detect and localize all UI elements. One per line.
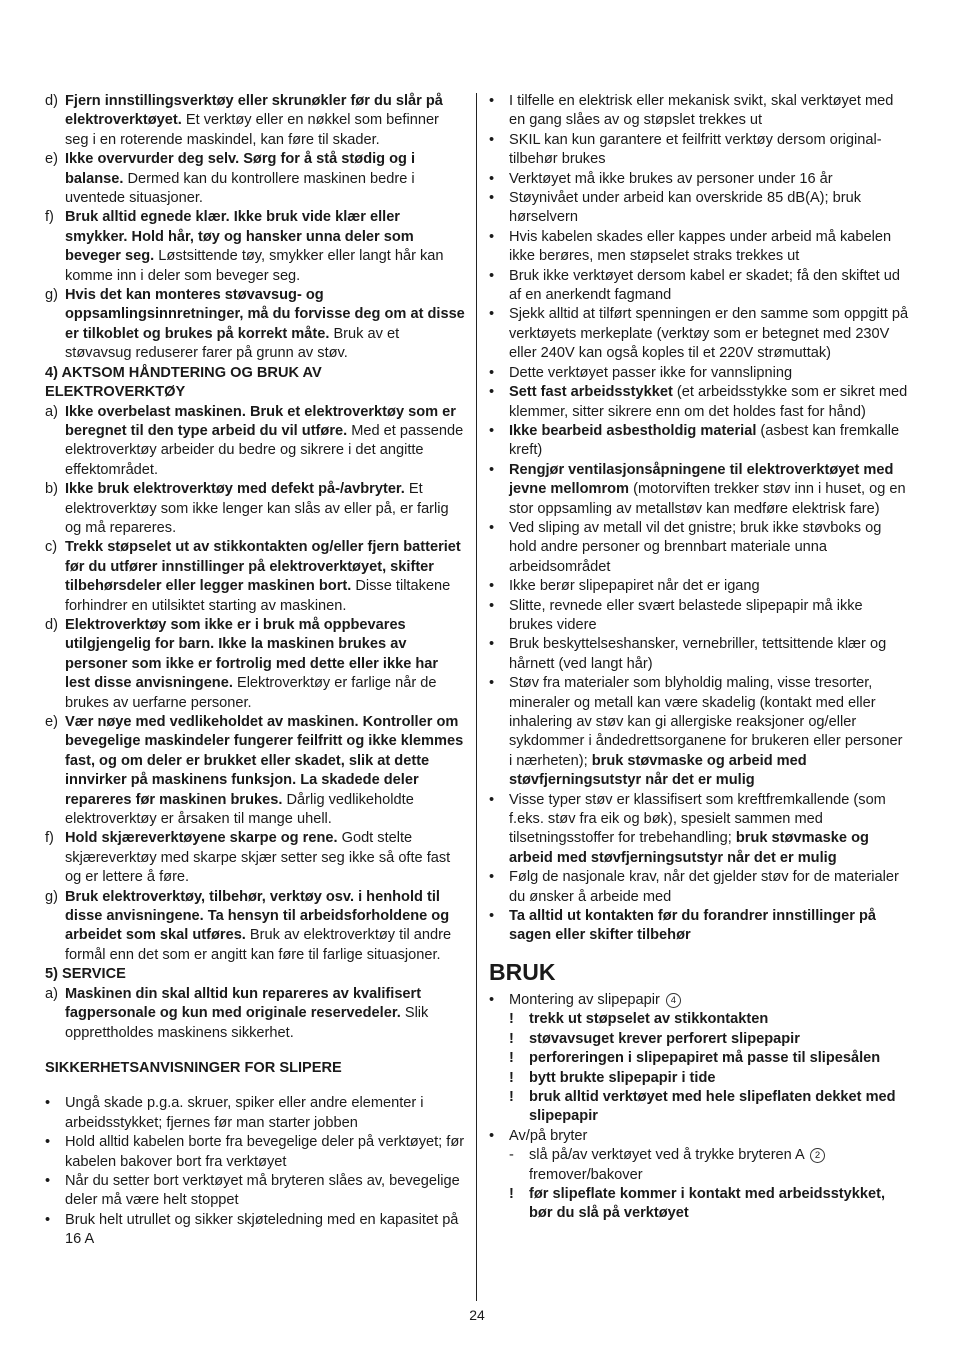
- bullet-item: [45, 1211, 465, 1250]
- body-text: Bruk ikke verktøyet dersom kabel er skadet; få den skiftet ud af en anerkendt fagmand: [509, 267, 900, 304]
- body-text: Dårlig vedlikeholdte elektroverktøy er årsaken til mange uhell.: [65, 791, 414, 828]
- bullet-item: [489, 189, 909, 228]
- bullet-item: [489, 597, 909, 636]
- exclamation-icon: !: [509, 1185, 514, 1202]
- exclamation-icon: !: [509, 1088, 514, 1105]
- bullet-item: [489, 519, 909, 577]
- body-text: Løstsittende tøy, smykker eller langt hår kan komme inn i deler som beveger seg.: [65, 248, 444, 284]
- bullet-item: [489, 267, 909, 306]
- warning-item: [489, 1069, 909, 1088]
- numbered-item: [45, 888, 465, 966]
- body-text: Slitte, revnede eller svært belastede slipepapir må ikke brukes videre: [509, 597, 863, 633]
- body-text: (et arbeidsstykke som er sikret med klemmer, sitter sikrere enn om det holdes fast for hånd): [509, 384, 908, 420]
- bold-text: Ikke overbelast maskinen. Bruk et elektroverktøy som er beregnet til den type arbeid du vil utføre.: [65, 403, 456, 439]
- item-marker: b): [45, 481, 58, 498]
- body-text: Dette verktøyet passer ikke for vannslipning: [509, 364, 793, 381]
- bullet-icon: •: [489, 267, 495, 284]
- bullet-item: [45, 1094, 465, 1133]
- numbered-item: [45, 538, 465, 616]
- bullet-item: [489, 92, 909, 131]
- bullet-item: [489, 131, 909, 170]
- body-text: Slik opprettholdes maskinens sikkerhet.: [65, 1005, 429, 1041]
- bullet-icon: •: [45, 1211, 51, 1228]
- bold-text: før slipeflate kommer i kontakt med arbeidsstykket, bør du slå på verktøyet: [529, 1185, 886, 1222]
- bullet-item: [489, 170, 909, 189]
- bullet-item: [489, 907, 909, 946]
- body-text: Et verktøy eller en nøkkel som befinner seg i en roterende maskindel, kan føre til skader.: [65, 112, 439, 148]
- bullet-icon: •: [489, 636, 495, 653]
- bullet-item: [489, 577, 909, 596]
- column-divider: [476, 93, 477, 1301]
- numbered-item: [45, 713, 465, 829]
- bullet-icon: •: [489, 519, 495, 536]
- bold-text: Fjern innstillingsverktøy eller skrunøkler før du slår på elektroverktøyet.: [65, 93, 443, 129]
- bullet-item: [489, 364, 909, 383]
- body-text: Ikke berør slipepapiret når det er igang: [509, 578, 760, 595]
- bullet-icon: •: [489, 1127, 495, 1144]
- item-marker: g): [45, 287, 58, 304]
- item-marker: f): [45, 209, 54, 226]
- bullet-icon: •: [489, 422, 495, 439]
- bullet-item: [45, 1133, 465, 1172]
- numbered-item: [45, 403, 465, 481]
- bullet-icon: •: [489, 384, 495, 401]
- numbered-item: [45, 829, 465, 887]
- body-text: Følg de nasjonale krav, når det gjelder støv for de materialer du ønsker å arbeide med: [509, 869, 899, 905]
- section-heading: 5) SERVICE: [45, 966, 126, 983]
- body-text: fremover/bakover: [529, 1166, 643, 1183]
- item-marker: e): [45, 151, 58, 168]
- bold-text: bruk støvmaske og arbeid med støvfjerningsutstyr når det er mulig: [509, 752, 807, 789]
- item-marker: g): [45, 888, 58, 905]
- bold-text: Rengjør ventilasjonsåpningene til elektroverktøyet med jevne mellomrom: [509, 461, 894, 498]
- numbered-item: [45, 208, 465, 286]
- bold-text: Vær nøye med vedlikeholdet av maskinen. Kontroller om bevegelige maskindeler fungerer feilfritt og ikke klemmes fast, og om deler er brukket eller skadet, slik at dette innvirker på maskinens funksjon. La skadede deler repareres før maskinen brukes.: [65, 714, 464, 808]
- bold-text: Bruk elektroverktøy, tilbehør, verktøy osv. i henhold til disse anvisningene. Ta hensyn til arbeidsforholdene og arbeidet som skal utføres.: [65, 888, 450, 944]
- bullet-icon: •: [489, 190, 495, 207]
- item-marker: d): [45, 93, 58, 109]
- warning-item: [489, 1088, 909, 1127]
- bullet-icon: •: [489, 170, 495, 187]
- bullet-icon: •: [489, 597, 495, 614]
- bullet-item: [489, 305, 909, 363]
- body-text: Av/på bryter: [509, 1127, 588, 1144]
- item-marker: a): [45, 985, 58, 1002]
- bold-text: perforeringen i slipepapiret må passe til slipesålen: [529, 1050, 881, 1067]
- bold-text: Trekk støpselet ut av stikkontakten og/eller fjern batteriet før du utfører innstillinger på elektroverktøyet, skifter tilbehørsdeler eller legger maskinen bort.: [65, 539, 461, 595]
- bold-text: Maskinen din skal alltid kun repareres av kvalifisert fagpersonale og kun med originale reservedeler.: [65, 985, 422, 1022]
- bullet-icon: •: [489, 131, 495, 148]
- right-column: [489, 92, 909, 1224]
- bold-text: Ikke overvurder deg selv. Sørg for å stå stødig og i balanse.: [65, 151, 416, 187]
- bullet-item: [489, 461, 909, 519]
- bullet-item: [489, 868, 909, 907]
- body-text: slå på/av verktøyet ved å trykke bryteren A: [529, 1147, 804, 1164]
- bullet-item: [489, 674, 909, 790]
- bold-text: Sett fast arbeidsstykket: [509, 384, 673, 401]
- bullet-item: [489, 1127, 909, 1146]
- bullet-icon: •: [489, 578, 495, 595]
- exclamation-icon: !: [509, 1050, 514, 1067]
- bullet-icon: •: [489, 991, 495, 1008]
- numbered-item: [45, 286, 465, 364]
- bullet-item: [489, 383, 909, 422]
- body-text: (motorviften trekker støv inn i huset, og en stor oppsamling av metallstøv kan medføre elektrisk fare): [509, 481, 906, 517]
- figure-reference-icon: 2: [810, 1148, 825, 1163]
- bullet-icon: •: [489, 869, 495, 886]
- warning-item: [489, 1030, 909, 1049]
- body-text: SKIL kan kun garantere et feilfritt verktøy dersom original-tilbehør brukes: [509, 131, 882, 168]
- body-text: Elektroverktøy er farlige når de brukes av uerfarne personer.: [65, 675, 437, 711]
- bold-text: trekk ut støpselet av stikkontakten: [529, 1011, 769, 1028]
- body-text: Et elektroverktøy som ikke lenger kan slås av eller på, er farlig og må repareres.: [65, 481, 449, 536]
- body-text: Montering av slipepapir: [509, 991, 660, 1008]
- bullet-icon: •: [489, 791, 495, 808]
- body-text: Støv fra materialer som blyholdig maling, visse tresorter, mineraler og metall kan være skadelig (kontakt med eller inhalering av støv kan gi allergiske reaksjoner og/eller sykdommer i åndedrettsorganene for brukeren eller personer i nærheten);: [509, 675, 903, 769]
- bullet-item: [489, 991, 909, 1010]
- bold-text: Ta alltid ut kontakten før du forandrer innstillinger på sagen eller skifter tilbehør: [509, 908, 877, 944]
- bold-text: Ikke bruk elektroverktøy med defekt på-/avbryter.: [65, 481, 405, 498]
- bullet-icon: •: [489, 228, 495, 245]
- body-text: Støynivået under arbeid kan overskride 85 dB(A); bruk hørselvern: [509, 190, 862, 226]
- bullet-icon: •: [489, 461, 495, 478]
- section-heading: 4) AKTSOM HÅNDTERING OG BRUK AV ELEKTROVERKTØY: [45, 364, 322, 401]
- section-heading: SIKKERHETSANVISNINGER FOR SLIPERE: [45, 1059, 342, 1076]
- bold-text: bytt brukte slipepapir i tide: [529, 1069, 716, 1086]
- body-text: Godt stelte skjæreverktøy med skarpe skjær setter seg ikke så ofte fast og er lettere å føre.: [65, 830, 451, 886]
- bold-text: Hold skjæreverktøyene skarpe og rene.: [65, 830, 338, 847]
- body-text: Når du setter bort verktøyet må bryteren slåes av, bevegelige deler må være helt stoppet: [65, 1172, 460, 1209]
- bullet-icon: •: [45, 1172, 51, 1189]
- body-text: Verktøyet må ikke brukes av personer under 16 år: [509, 170, 833, 187]
- warning-item: [489, 1049, 909, 1068]
- body-text: Med et passende elektroverktøy arbeider du bedre og sikrere i det angitte effektområdet.: [65, 422, 464, 478]
- bold-text: Ikke bearbeid asbestholdig material: [509, 422, 757, 439]
- numbered-item: [45, 616, 465, 713]
- bold-text: Elektroverktøy som ikke er i bruk må oppbevares utilgjengelig for barn. Ikke la maskinen brukes av personer som ikke er fortrolig med dette eller ikke har lest disse anvisningene.: [65, 616, 439, 692]
- body-text: Bruk av elektroverktøy til andre formål enn det som er angitt kan føre til farlige situasjoner.: [65, 927, 452, 963]
- numbered-item: [45, 985, 465, 1043]
- item-marker: e): [45, 714, 58, 730]
- body-text: Ungå skade p.g.a. skruer, spiker eller andre elementer i arbeidsstykket; fjernes før man starter jobben: [65, 1095, 424, 1131]
- bullet-item: [489, 422, 909, 461]
- exclamation-icon: !: [509, 1030, 514, 1047]
- bold-text: Bruk alltid egnede klær. Ikke bruk vide klær eller smykker. Hold hår, tøy og hansker unna deler som beveger seg.: [65, 209, 414, 265]
- body-text: Ved sliping av metall vil det gnistre; bruk ikke støvboks og hold andre personer og brennbart materiale unna arbeidsområdet: [509, 519, 882, 575]
- dash-icon: -: [509, 1147, 514, 1164]
- bold-text: støvavsuget krever perforert slipepapir: [529, 1030, 800, 1047]
- left-column: [45, 92, 465, 1250]
- item-marker: f): [45, 830, 54, 847]
- body-text: Hold alltid kabelen borte fra bevegelige deler på verktøyet; før kabelen bakover bort fra verktøyet: [65, 1134, 465, 1170]
- body-text: Bruk helt utrullet og sikker skjøteledning med en kapasitet på 16 A: [65, 1211, 459, 1248]
- bold-text: Hvis det kan monteres støvavsug- og oppsamlingsinnretninger, må du forvisse deg om at disse er tilkoblet og brukes på korrekt måte.: [65, 287, 465, 342]
- spacer: [45, 1043, 465, 1059]
- bullet-item: [489, 635, 909, 674]
- numbered-item: [45, 150, 465, 208]
- body-text: (asbest kan fremkalle kreft): [509, 422, 900, 459]
- page-number: 24: [469, 1307, 485, 1323]
- body-text: I tilfelle en elektrisk eller mekanisk svikt, skal verktøyet med en gang slåes av og støpslet trekkes ut: [509, 93, 894, 129]
- bullet-item: [489, 228, 909, 267]
- bullet-icon: •: [489, 306, 495, 323]
- item-marker: d): [45, 616, 58, 633]
- bold-text: bruk alltid verktøyet med hele slipeflaten dekket med slipepapir: [529, 1088, 896, 1125]
- dash-item: [489, 1146, 909, 1185]
- bullet-icon: •: [489, 675, 495, 692]
- bullet-item: [489, 791, 909, 869]
- item-marker: c): [45, 539, 58, 556]
- warning-item: [489, 1010, 909, 1029]
- exclamation-icon: !: [509, 1011, 514, 1028]
- chapter-heading: BRUK: [489, 958, 556, 985]
- body-text: Sjekk alltid at tilført spenningen er den samme som oppgitt på verktøyets merkeplate (verktøy som er betegnet med 230V eller 240V kan også koples til et 220V strømuttak): [509, 306, 909, 362]
- warning-item: [489, 1185, 909, 1224]
- item-marker: a): [45, 403, 58, 420]
- numbered-item: [45, 480, 465, 538]
- spacer: [45, 1078, 465, 1094]
- bold-text: bruk støvmaske og arbeid med støvfjerningsutstyr når det er mulig: [509, 830, 869, 866]
- bullet-icon: •: [45, 1134, 51, 1151]
- body-text: Dermed kan du kontrollere maskinen bedre i uventede situasjoner.: [65, 170, 415, 207]
- body-text: Disse tiltakene forhindrer en utilsiktet starting av maskinen.: [65, 578, 451, 614]
- figure-reference-icon: 4: [666, 993, 681, 1008]
- body-text: Visse typer støv er klassifisert som kreftfremkallende (som f.eks. støv fra eik og bøk), spesielt sammen med tilsetningsstoffer for trebehandling;: [509, 791, 886, 847]
- body-text: Bruk beskyttelseshansker, vernebriller, tettsittende klær og hårnett (ved langt hår): [509, 636, 887, 672]
- numbered-item: [45, 92, 465, 150]
- bullet-icon: •: [489, 908, 495, 925]
- bullet-item: [45, 1172, 465, 1211]
- exclamation-icon: !: [509, 1069, 514, 1086]
- bullet-icon: •: [489, 364, 495, 381]
- bullet-icon: •: [45, 1095, 51, 1112]
- body-text: Hvis kabelen skades eller kappes under arbeid må kabelen ikke berøres, men støpselet straks trekkes ut: [509, 228, 892, 265]
- bullet-icon: •: [489, 93, 495, 109]
- body-text: Bruk av et støvavsug reduserer farer på grunn av støv.: [65, 325, 400, 362]
